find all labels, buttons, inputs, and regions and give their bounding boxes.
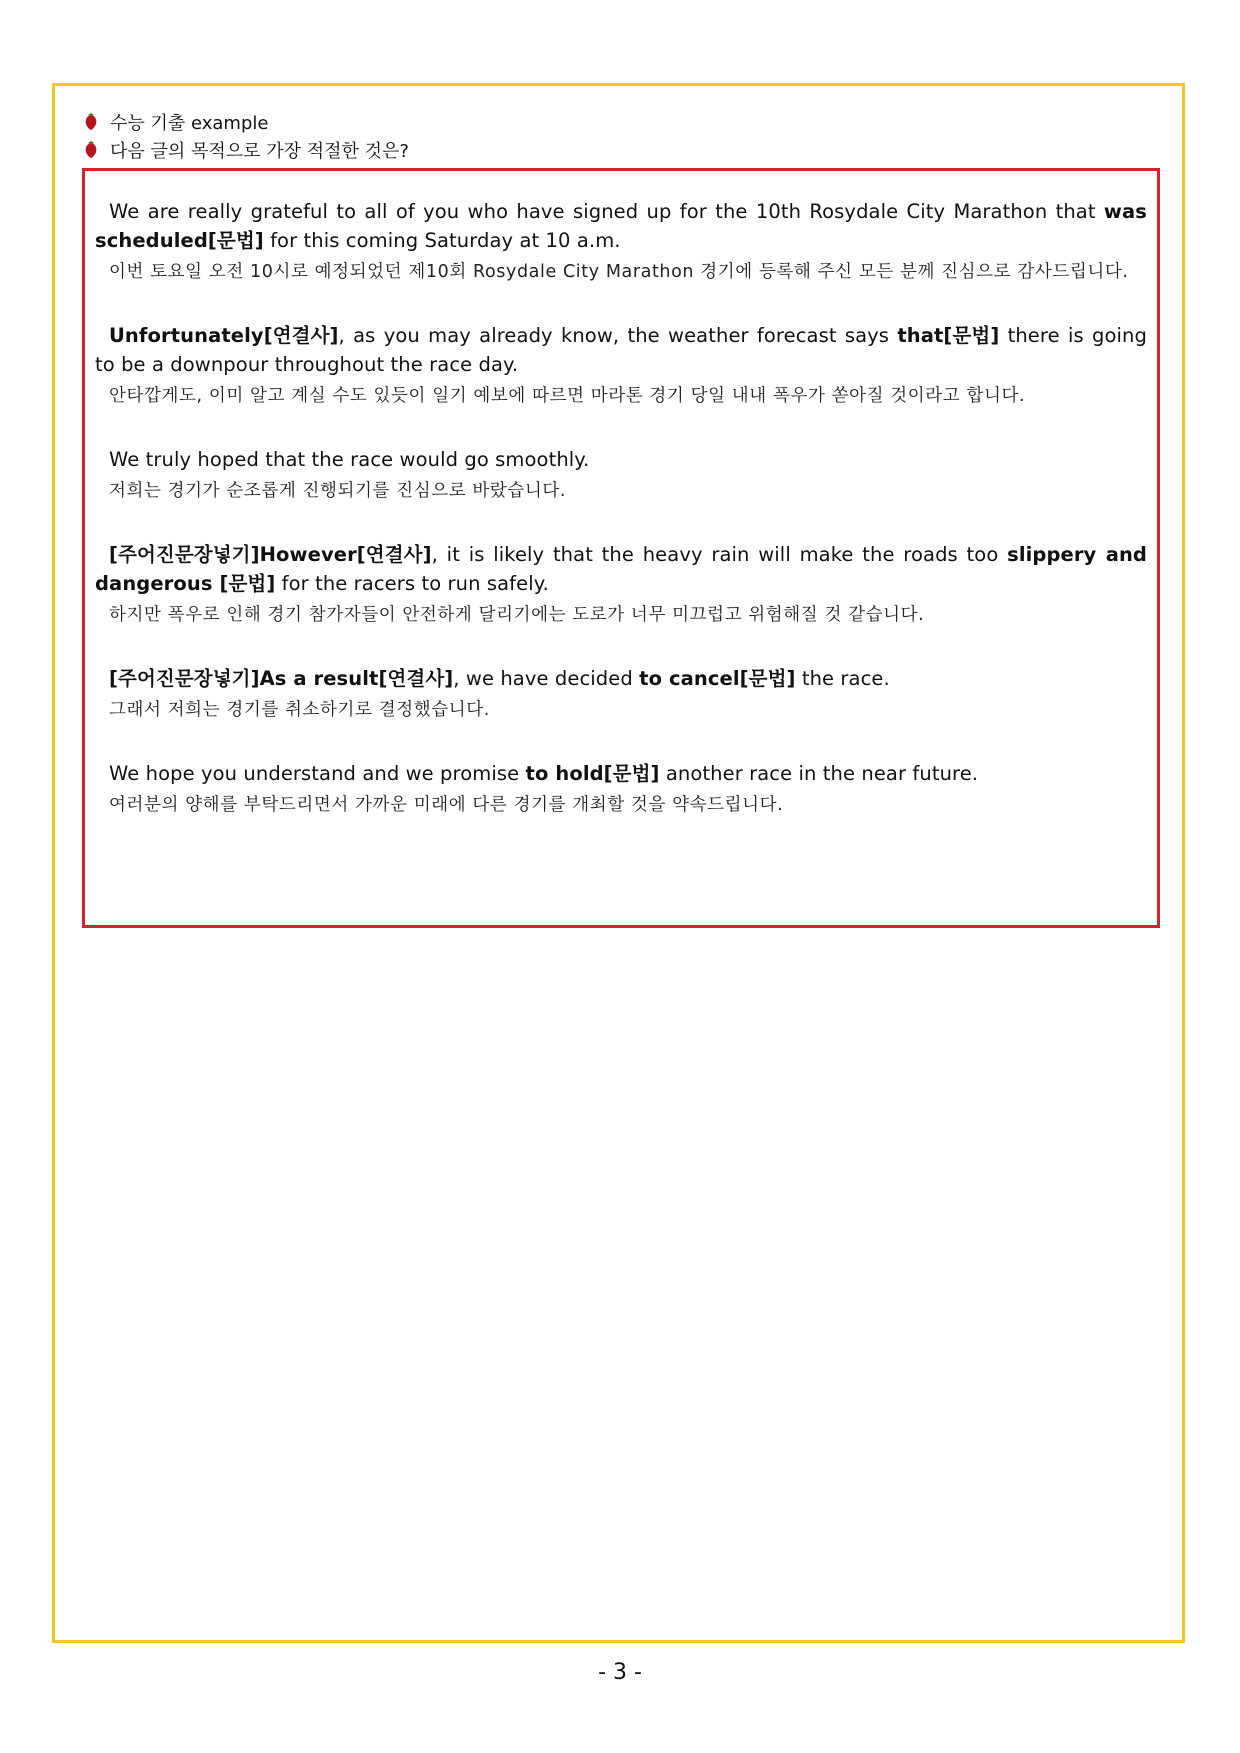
korean-translation: 여러분의 양해를 부탁드리면서 가까운 미래에 다른 경기를 개최할 것을 약속드립니다. xyxy=(109,795,784,815)
page-number: - 3 - xyxy=(598,1660,642,1685)
sentence-text: , as you may already know, the weather forecast says xyxy=(338,324,898,347)
korean-translation: 저희는 경기가 순조롭게 진행되기를 진심으로 바랐습니다. xyxy=(109,481,567,501)
heading-example xyxy=(84,109,268,135)
passage-paragraph xyxy=(95,197,1147,287)
korean-translation: 이번 토요일 오전 10시로 예정되었던 제10회 Rosydale City Marathon 경기에 등록해 주신 모든 분께 진심으로 감사드립니다. xyxy=(109,262,1129,282)
passage-paragraph xyxy=(95,759,1147,820)
english-sentence xyxy=(95,759,1147,788)
highlighted-phrase: slippery and dangerous [문법] xyxy=(95,543,1147,595)
sentence-text: We hope you understand and we promise xyxy=(109,762,526,785)
sentence-text: We are really grateful to all of you who have signed up for the 10th Rosydale City Marathon that xyxy=(109,200,1104,223)
sentence-text: for the racers to run safely. xyxy=(275,572,549,595)
english-sentence xyxy=(95,197,1147,255)
passage-paragraph xyxy=(95,321,1147,411)
heading-question-text: 다음 글의 목적으로 가장 적절한 것은? xyxy=(110,141,409,162)
english-sentence xyxy=(95,445,1147,474)
english-sentence xyxy=(95,321,1147,379)
passage-paragraph xyxy=(95,540,1147,630)
heading-example-text: 수능 기출 example xyxy=(110,113,269,134)
sentence-text: , we have decided xyxy=(453,667,640,690)
english-sentence xyxy=(95,664,1147,693)
highlighted-phrase: Unfortunately[연결사] xyxy=(109,324,339,347)
highlighted-phrase: [주어진문장넣기]As a result[연결사] xyxy=(109,667,454,690)
sentence-text: the race. xyxy=(795,667,890,690)
highlighted-phrase: was scheduled[문법] xyxy=(95,200,1147,252)
sentence-text: another race in the near future. xyxy=(659,762,979,785)
english-sentence xyxy=(95,540,1147,598)
strawberry-bullet-icon xyxy=(84,113,98,131)
sentence-text: for this coming Saturday at 10 a.m. xyxy=(263,229,621,252)
passage-paragraph xyxy=(95,445,1147,506)
passage-box xyxy=(82,168,1160,928)
highlighted-phrase: to hold[문법] xyxy=(525,762,660,785)
sentence-text: We truly hoped that the race would go smoothly. xyxy=(109,448,590,471)
korean-translation: 안타깝게도, 이미 알고 계실 수도 있듯이 일기 예보에 따르면 마라톤 경기 당일 내내 폭우가 쏟아질 것이라고 합니다. xyxy=(109,386,1026,406)
strawberry-bullet-icon xyxy=(84,141,98,159)
highlighted-phrase: [주어진문장넣기]However[연결사] xyxy=(109,543,432,566)
passage-paragraph xyxy=(95,664,1147,725)
korean-translation: 그래서 저희는 경기를 취소하기로 결정했습니다. xyxy=(109,700,490,720)
heading-question xyxy=(84,137,409,163)
sentence-text: , it is likely that the heavy rain will make the roads too xyxy=(431,543,1008,566)
sentence-text: there is going to be a downpour throughout the race day. xyxy=(95,324,1147,376)
korean-translation: 하지만 폭우로 인해 경기 참가자들이 안전하게 달리기에는 도로가 너무 미끄럽고 위험해질 것 같습니다. xyxy=(109,605,925,625)
highlighted-phrase: that[문법] xyxy=(897,324,1000,347)
highlighted-phrase: to cancel[문법] xyxy=(639,667,796,690)
